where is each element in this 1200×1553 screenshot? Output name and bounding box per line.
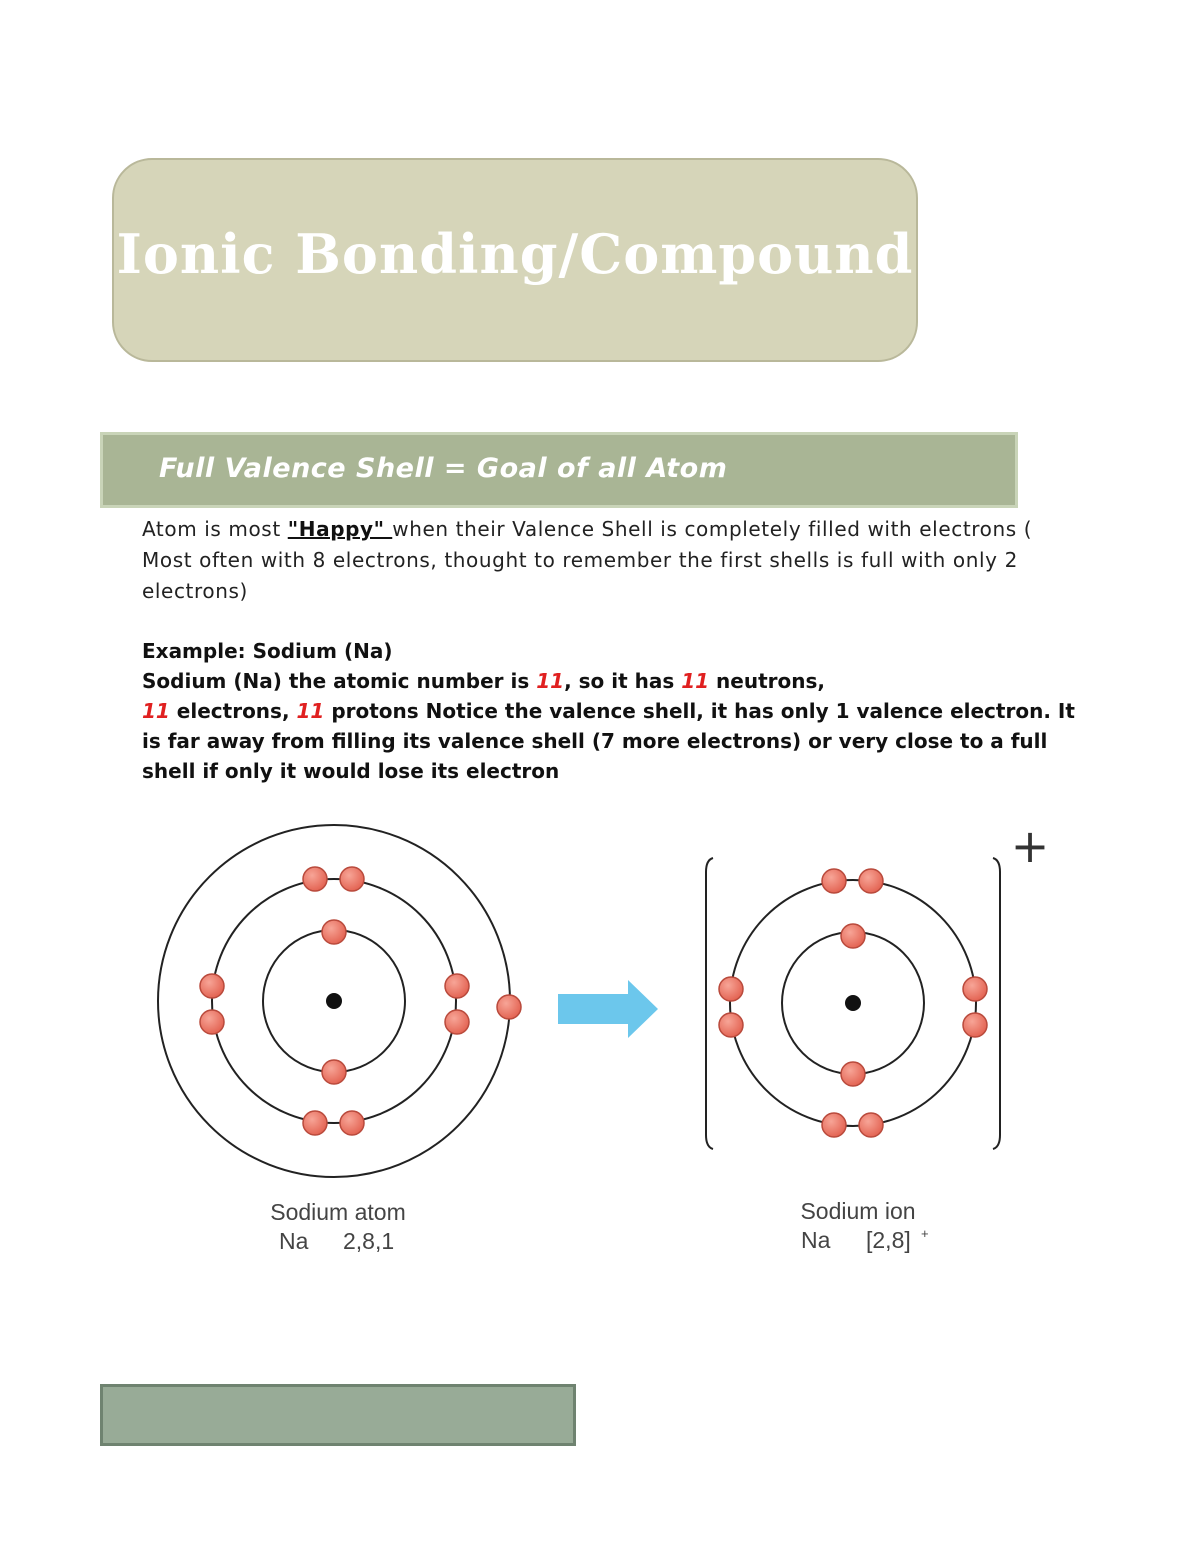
electron (445, 1010, 469, 1034)
atom-symbol: Na (279, 1228, 309, 1254)
electron (963, 977, 987, 1001)
proton-count: 11 (296, 699, 325, 723)
electron (822, 1113, 846, 1137)
example-text: neutrons, (709, 669, 825, 693)
electron (322, 920, 346, 944)
example-paragraph (142, 636, 1082, 786)
intro-happy: "Happy" (287, 517, 393, 541)
atom-config: 2,8,1 (343, 1228, 395, 1254)
ion-symbol: Na (801, 1227, 831, 1253)
sodium-atom (158, 825, 521, 1177)
electron (719, 977, 743, 1001)
left-bracket (706, 858, 713, 1149)
electron (340, 1111, 364, 1135)
ion-caption: Sodium ion (800, 1198, 916, 1224)
electron (340, 867, 364, 891)
section-banner (100, 432, 1018, 508)
example-body (142, 666, 1082, 786)
next-section-box (100, 1384, 576, 1446)
electron (200, 1010, 224, 1034)
electron (841, 1062, 865, 1086)
electron (200, 974, 224, 998)
intro-paragraph (142, 514, 1042, 607)
electrons (200, 867, 521, 1135)
right-bracket (993, 858, 1000, 1149)
example-text: protons Notice the valence shell, it has only 1 valence electron. It is far away from filling its valence shell (7 more electrons) or very close to a full shell if only it would lose its electron (142, 699, 1075, 783)
title-box (112, 158, 918, 362)
neutron-count: 11 (681, 669, 710, 693)
intro-text-start: Atom is most (142, 517, 288, 541)
electron (303, 1111, 327, 1135)
electron (719, 1013, 743, 1037)
sodium-ion (706, 819, 1049, 1149)
electron (841, 924, 865, 948)
nucleus (845, 995, 861, 1011)
page-title: Ionic Bonding/Compound (116, 222, 914, 286)
valence-electron (497, 995, 521, 1019)
example-heading: Example: Sodium (Na) (142, 639, 393, 663)
electron (445, 974, 469, 998)
nucleus (326, 993, 342, 1009)
sodium-diagram (0, 810, 1200, 1270)
intro-text-end: when their Valence Shell is completely filled with electrons ( Most often with 8 electrons, thought to remember the first shells is full with only 2 electrons) (142, 517, 1033, 603)
electron (859, 869, 883, 893)
example-text: electrons, (169, 699, 297, 723)
electron (963, 1013, 987, 1037)
electron (322, 1060, 346, 1084)
ion-charge-small: + (921, 1226, 929, 1241)
electron (822, 869, 846, 893)
electron-count: 11 (142, 699, 170, 723)
ion-charge-big: + (1010, 819, 1050, 873)
example-text: , so it has (564, 669, 682, 693)
electron (303, 867, 327, 891)
atomic-number: 11 (536, 669, 565, 693)
electron (859, 1113, 883, 1137)
example-text: Sodium (Na) the atomic number is (142, 669, 537, 693)
section-heading: Full Valence Shell = Goal of all Atom (159, 453, 728, 484)
ion-config: [2,8] (866, 1227, 911, 1253)
arrow-icon (558, 980, 658, 1038)
atom-caption: Sodium atom (270, 1199, 406, 1225)
